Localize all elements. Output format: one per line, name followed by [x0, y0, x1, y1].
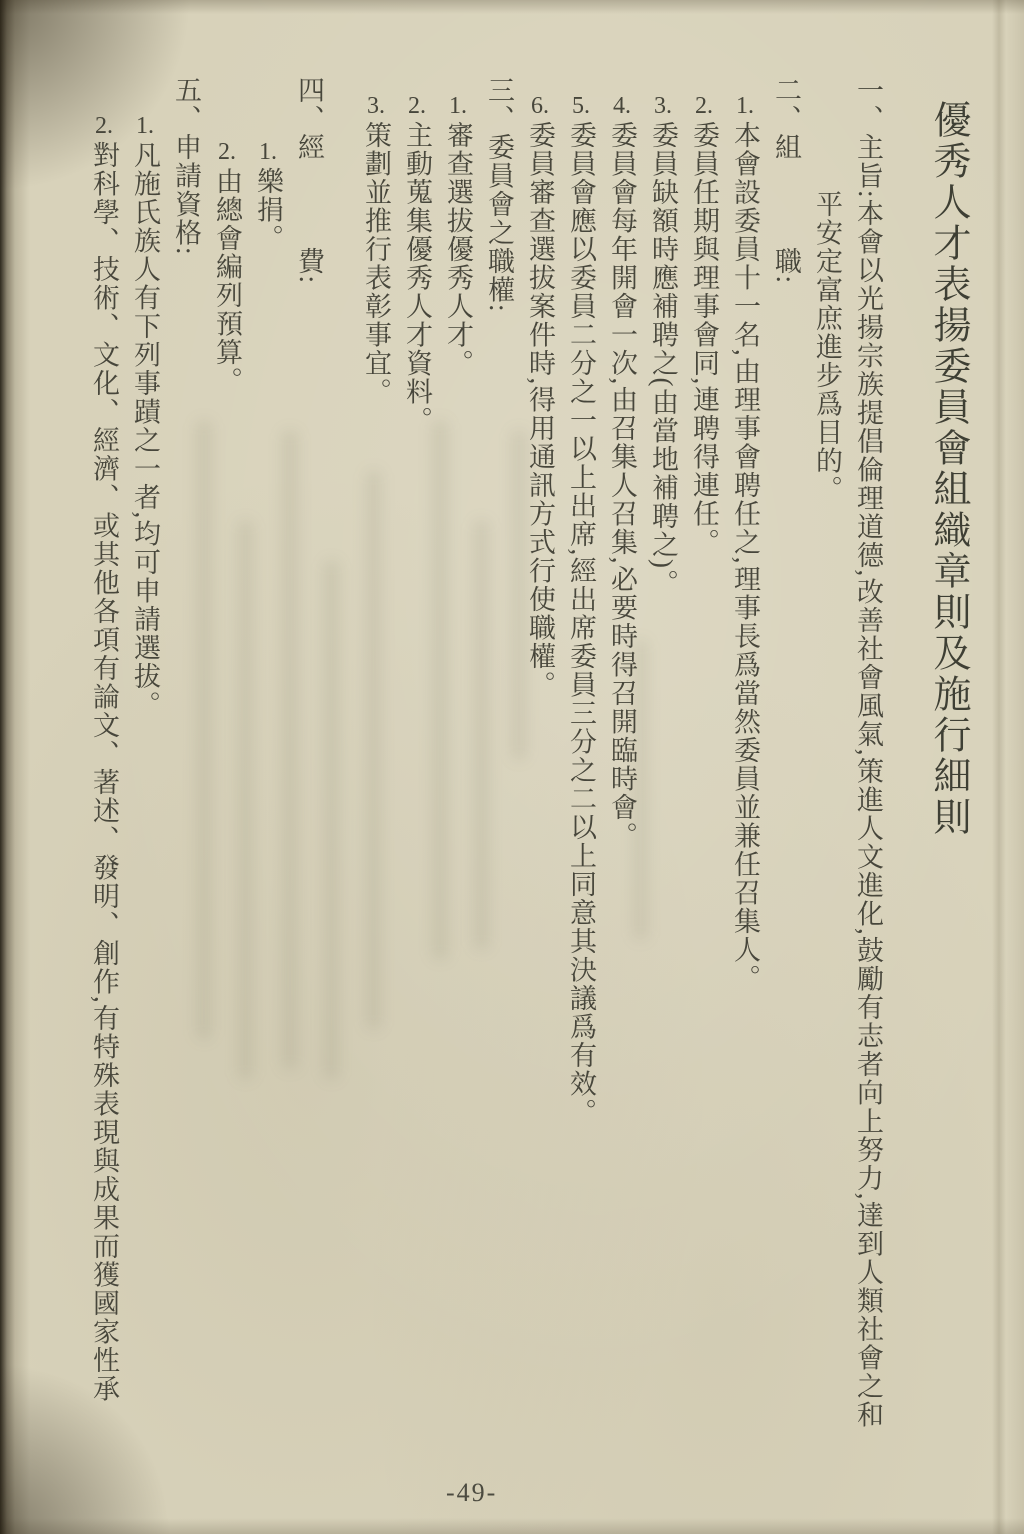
list-item [560, 76, 601, 1448]
item-number: 1. [259, 140, 277, 164]
list-item [124, 76, 165, 1448]
item-text: 委員會應以委員二分之一以上出席,經出席委員三分之二以上同意其決議爲有效。 [566, 121, 596, 1127]
item-text: 審查選拔優秀人才。 [443, 121, 473, 378]
list-item [396, 76, 437, 1448]
list-item [437, 76, 478, 1448]
list-item [83, 76, 124, 1448]
section-heading: 三、委員會之職權: [484, 76, 514, 314]
item-text: 委員會每年開會一次,由召集人召集,必要時得召開臨時會。 [607, 121, 637, 850]
list-item [206, 76, 247, 1448]
item-number: 3. [654, 94, 672, 118]
section-purpose [806, 76, 888, 1448]
list-item [683, 76, 724, 1448]
item-number: 5. [572, 94, 590, 118]
page-number: -49- [446, 1478, 498, 1507]
section-body: 本會以光揚宗族提倡倫理道德,改善社會風氣,策進人文進化,鼓勵有志者向上努力,達到人類社會之和平安定富庶進步爲目的。 [812, 190, 883, 1430]
section-committee-powers [355, 76, 519, 1448]
item-number: 2. [95, 114, 113, 138]
item-number: 2. [218, 140, 236, 164]
item-number: 6. [531, 94, 549, 118]
document-title: 優秀人才表揚委員會組織章則及施行細則 [927, 100, 969, 838]
section-heading: 一、主旨: [853, 76, 883, 200]
section-heading: 五、申請資格: [171, 76, 201, 257]
section-heading: 二、組 職: [771, 76, 801, 285]
list-item [642, 76, 683, 1448]
item-number: 3. [367, 94, 385, 118]
item-text: 樂捐。 [253, 167, 283, 253]
item-text: 對科學、技術、文化、經濟、或其他各項有論文、著述、發明、創作,有特殊表現與成果而獲國家性承 [89, 141, 119, 1404]
item-text: 本會設委員十一名,由理事會聘任之,理事長爲當然委員並兼任召集人。 [730, 121, 760, 993]
section-organization [519, 76, 806, 1448]
page-content [83, 76, 980, 1448]
item-number: 2. [695, 94, 713, 118]
item-number: 2. [408, 94, 426, 118]
section-text [806, 76, 888, 1448]
section-application-eligibility [83, 76, 206, 1448]
list-item [519, 76, 560, 1448]
item-text: 由總會編列預算。 [212, 167, 242, 395]
item-text: 策劃並推行表彰事宜。 [361, 121, 391, 406]
item-number: 1. [736, 94, 754, 118]
list-item [355, 76, 396, 1448]
item-text: 委員審查選拔案件時,得用通訊方式行使職權。 [525, 121, 555, 700]
item-text: 委員缺額時應補聘之(由當地補聘之)。 [648, 121, 678, 598]
item-number: 4. [613, 94, 631, 118]
list-item [247, 76, 288, 1448]
item-text: 凡施氏族人有下列事蹟之一者,均可申請選拔。 [130, 141, 160, 720]
item-text: 委員任期與理事會同,連聘得連任。 [689, 121, 719, 557]
section-funds [206, 76, 329, 1448]
item-number: 1. [136, 114, 154, 138]
item-text: 主動蒐集優秀人才資料。 [402, 121, 432, 435]
section-heading: 四、經 費: [294, 76, 324, 285]
list-item [601, 76, 642, 1448]
list-item [724, 76, 765, 1448]
item-number: 1. [449, 94, 467, 118]
